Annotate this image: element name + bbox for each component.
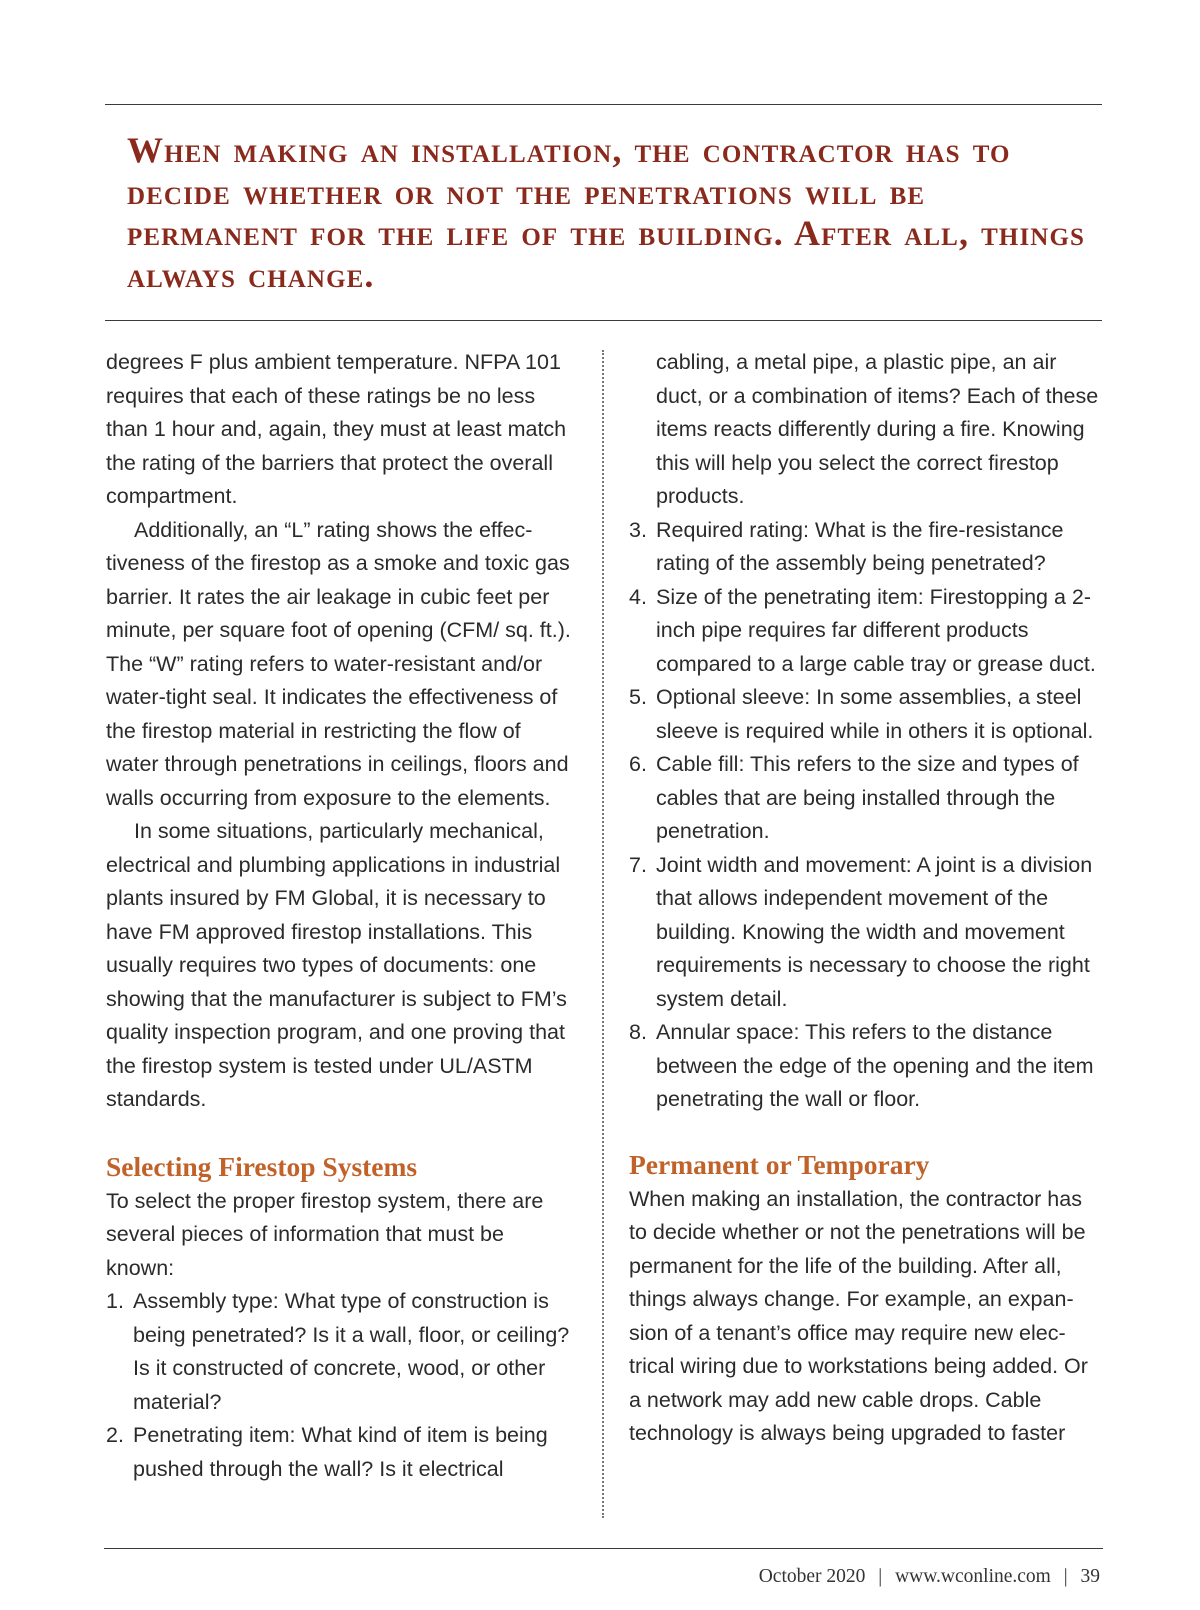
section-heading-selecting: Selecting Firestop Systems <box>106 1150 418 1182</box>
list-item-text: Annular space: This refers to the distance between the edge of the opening and the item penetrating the wall or floor. <box>656 1020 1094 1111</box>
left-paragraph-1: degrees F plus ambient temperature. NFPA 101 requires that each of these ratings be no less than 1 hour and, again, they must at least match the rating of the barriers that protect the overall compartment. <box>106 350 567 508</box>
list-item-text: Penetrating item: What kind of item is being pushed through the wall? Is it electrical <box>133 1423 548 1481</box>
left-paragraph-2: Additionally, an “L” rating shows the effectiveness of the firestop as a smoke and toxic gas barrier. It rates the air leakage in cubic feet per minute, per square foot of opening (CFM/ sq. ft.). The “W” rating refers to water-resistant and/or water-tight seal. It indicates the effectiveness of the firestop material in restricting the flow of water through penetrations in ceilings, floors and walls occurring from exposure to the elements. <box>106 517 571 810</box>
list-item-number: 5. <box>629 685 647 709</box>
list-item <box>629 681 1099 748</box>
footer-website: www.wconline.com <box>895 1566 1051 1587</box>
footer-date: October 2020 <box>758 1566 866 1587</box>
list-item-text: cabling, a metal pipe, a plastic pipe, an air duct, or a combination of items? Each of these items reacts differently during a fire. Knowing this will help you select the correct firestop products. <box>656 350 1099 508</box>
list-item <box>629 581 1099 682</box>
left-column <box>106 346 576 1486</box>
list-item <box>629 849 1099 1017</box>
list-item-text: Cable fill: This refers to the size and types of cables that are being installed through the penetration. <box>656 752 1079 843</box>
pull-quote-bottom-rule <box>105 320 1102 321</box>
page-number: 39 <box>1080 1566 1100 1587</box>
list-item <box>629 748 1099 849</box>
requirements-list <box>106 1285 576 1486</box>
selecting-intro: To select the proper firestop system, there are several pieces of information that must be known: <box>106 1188 544 1280</box>
footer-separator: | <box>1063 1566 1068 1587</box>
footer-rule <box>104 1548 1103 1549</box>
list-item-number: 6. <box>629 752 647 776</box>
list-item-continued <box>656 346 1099 514</box>
right-column <box>629 346 1099 1451</box>
column-divider <box>602 350 604 1518</box>
list-item-text: Joint width and movement: A joint is a division that allows independent movement of the building. Knowing the width and movement requirements is necessary to choose the right system detail. <box>656 852 1093 1011</box>
list-item-number: 3. <box>629 517 647 542</box>
list-item-number: 8. <box>629 1020 647 1044</box>
list-item-number: 4. <box>629 584 647 609</box>
list-item-text: Assembly type: What type of construction is being penetrated? Is it a wall, floor, or ceiling? Is it constructed of concrete, wood, or other material? <box>133 1289 570 1414</box>
list-item-text: Required rating: What is the fire-resistance rating of the assembly being penetrated? <box>656 517 1064 575</box>
top-rule <box>105 104 1102 105</box>
pull-quote: When making an installation, the contractor has to decide whether or not the penetrations will be permanent for the life of the building. After all, things always change. <box>127 130 1085 295</box>
page-footer <box>759 1566 1100 1588</box>
list-item <box>106 1419 576 1486</box>
list-item <box>629 514 1099 581</box>
requirements-list-continued <box>629 346 1099 1117</box>
right-paragraph-1: When making an installation, the contractor has to decide whether or not the penetrations will be permanent for the life of the building. After all, things always change. For example, an expansion of a tenant’s office may require new electrical wiring due to workstations being added. Or a network may add new cable drops. Cable technology is always being upgraded to faster <box>629 1186 1088 1445</box>
section-heading-permanent: Permanent or Temporary <box>629 1148 930 1180</box>
list-item-number: 1. <box>106 1289 124 1313</box>
list-item-text: Size of the penetrating item: Firestopping a 2-inch pipe requires far different products compared to a large cable tray or grease duct. <box>656 584 1096 676</box>
list-item <box>629 1016 1099 1117</box>
left-paragraph-3: In some situations, particularly mechanical, electrical and plumbing applications in industrial plants insured by FM Global, it is necessary to have FM approved firestop installations. This usually requires two types of documents: one showing that the manufacturer is subject to FM’s quality inspection program, and one proving that the firestop system is tested under UL/ASTM standards. <box>106 819 567 1111</box>
list-item-number: 7. <box>629 852 647 877</box>
list-item <box>106 1285 576 1419</box>
list-item-text: Optional sleeve: In some assemblies, a steel sleeve is required while in others it is optional. <box>656 685 1094 743</box>
footer-separator: | <box>878 1566 883 1587</box>
list-item-number: 2. <box>106 1423 124 1447</box>
